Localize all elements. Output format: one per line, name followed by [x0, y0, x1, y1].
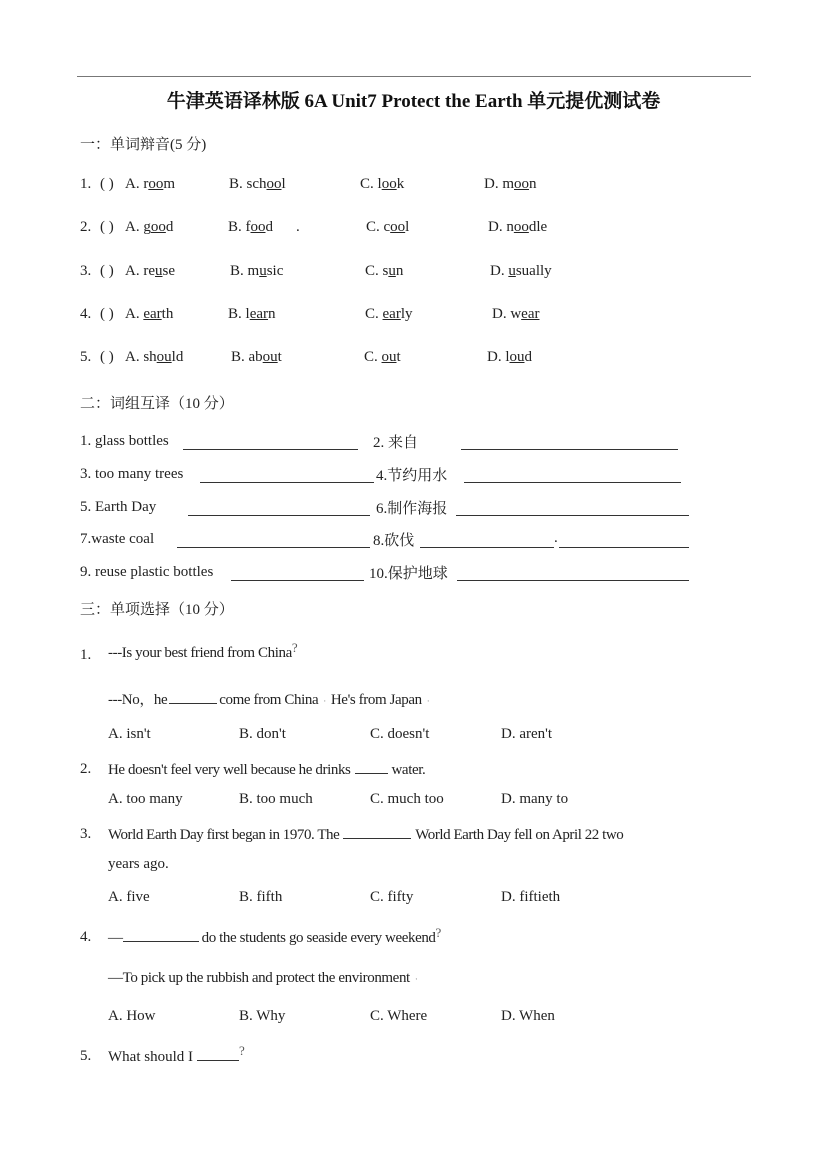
q4-option-c[interactable]: C. Where	[370, 1008, 428, 1024]
phrase-10: 10.保护地球	[369, 566, 448, 582]
answer-blank-1[interactable]	[183, 435, 358, 450]
q5-blank[interactable]	[197, 1046, 239, 1061]
q5-line1: What should I ?	[108, 1043, 245, 1065]
q1-line2: ---No，he come from China · He's from Japan ·	[108, 688, 429, 709]
q2-blank[interactable]	[355, 759, 388, 774]
s1-option-c: C. early	[365, 306, 413, 322]
phrase-7: 7.waste coal	[80, 531, 155, 547]
q2-option-b[interactable]: B. too much	[239, 791, 313, 807]
page-title: 牛津英语译林版 6A Unit7 Protect the Earth 单元提优测试卷	[166, 91, 661, 112]
s1-option-c: C. out	[364, 349, 401, 365]
answer-blank-6[interactable]	[456, 501, 689, 516]
q1-line1: ---Is your best friend from China?	[108, 640, 298, 661]
q2-option-c[interactable]: C. much too	[370, 791, 444, 807]
phrase-1: 1. glass bottles	[80, 433, 169, 449]
q4-line1: — do the students go seaside every weekend?	[108, 925, 441, 946]
phrase-6: 6.制作海报	[376, 501, 448, 517]
q1-blank[interactable]	[169, 689, 217, 704]
blank-dot: .	[554, 530, 558, 546]
s1-option-a: A. earth	[125, 306, 174, 322]
s1-row-number: 5.	[80, 349, 92, 365]
phrase-8: 8.砍伐	[373, 533, 415, 549]
q3-blank[interactable]	[343, 824, 411, 839]
q5-number: 5.	[80, 1048, 92, 1064]
s1-extra-mark: .	[296, 219, 300, 235]
s1-row-number: 2.	[80, 219, 92, 235]
q4-option-d[interactable]: D. When	[501, 1008, 555, 1024]
answer-paren[interactable]: ( )	[100, 263, 114, 279]
phrase-9: 9. reuse plastic bottles	[80, 564, 214, 580]
s1-option-a: A. room	[125, 176, 175, 192]
top-rule	[77, 76, 751, 77]
phrase-4: 4.节约用水	[376, 468, 448, 484]
section2-heading: 二：词组互译（10 分）	[80, 396, 234, 412]
q3-option-c[interactable]: C. fifty	[370, 889, 414, 905]
q4-number: 4.	[80, 929, 92, 945]
s1-option-a: A. should	[125, 349, 184, 365]
s1-option-b: B. school	[229, 176, 286, 192]
s1-option-d: D. usually	[490, 263, 552, 279]
s1-option-d: D. moon	[484, 176, 537, 192]
answer-blank-7[interactable]	[177, 533, 370, 548]
s1-option-b: B. food	[228, 219, 273, 235]
s1-option-c: C. sun	[365, 263, 404, 279]
s1-option-b: B. learn	[228, 306, 276, 322]
section1-heading: 一：单词辩音(5 分)	[80, 137, 207, 153]
q3-number: 3.	[80, 826, 92, 842]
q2-line1: He doesn't feel very well because he drinks water.	[108, 759, 425, 779]
answer-paren[interactable]: ( )	[100, 219, 114, 235]
s1-option-b: B. about	[231, 349, 282, 365]
q3-line1: World Earth Day first began in 1970. The World Earth Day fell on April 22 two	[108, 824, 623, 844]
s1-row-number: 4.	[80, 306, 92, 322]
phrase-5: 5. Earth Day	[80, 499, 157, 515]
s1-option-d: D. wear	[492, 306, 540, 322]
s1-row-number: 3.	[80, 263, 92, 279]
q4-blank[interactable]	[123, 927, 199, 942]
q3-line2: years ago.	[108, 856, 169, 872]
q4-option-a[interactable]: A. How	[108, 1008, 156, 1024]
q1-option-c[interactable]: C. doesn't	[370, 726, 430, 742]
answer-paren[interactable]: ( )	[100, 306, 114, 322]
s1-option-d: D. loud	[487, 349, 532, 365]
phrase-2: 2. 来自	[373, 435, 419, 451]
q3-option-a[interactable]: A. five	[108, 889, 150, 905]
q4-line2: —To pick up the rubbish and protect the environment ·	[108, 970, 418, 986]
s1-option-b: B. music	[230, 263, 284, 279]
q1-option-d[interactable]: D. aren't	[501, 726, 553, 742]
s1-option-c: C. cool	[366, 219, 410, 235]
answer-blank-4[interactable]	[464, 468, 681, 483]
s1-option-c: C. look	[360, 176, 405, 192]
answer-blank-8b[interactable]	[559, 533, 689, 548]
q1-option-b[interactable]: B. don't	[239, 726, 286, 742]
s1-option-a: A. reuse	[125, 263, 175, 279]
answer-paren[interactable]: ( )	[100, 176, 114, 192]
answer-blank-10[interactable]	[457, 566, 689, 581]
q1-option-a[interactable]: A. isn't	[108, 726, 151, 742]
s1-row-number: 1.	[80, 176, 92, 192]
phrase-3: 3. too many trees	[80, 466, 184, 482]
s1-option-a: A. good	[125, 219, 174, 235]
answer-blank-9[interactable]	[231, 566, 364, 581]
q4-option-b[interactable]: B. Why	[239, 1008, 286, 1024]
section3-heading: 三：单项选择（10 分）	[80, 602, 234, 618]
q1-number: 1.	[80, 647, 92, 663]
q2-option-a[interactable]: A. too many	[108, 791, 183, 807]
answer-blank-2[interactable]	[461, 435, 678, 450]
answer-paren[interactable]: ( )	[100, 349, 114, 365]
q3-option-d[interactable]: D. fiftieth	[501, 889, 561, 905]
answer-blank-3[interactable]	[200, 468, 374, 483]
s1-option-d: D. noodle	[488, 219, 548, 235]
q3-option-b[interactable]: B. fifth	[239, 889, 283, 905]
q2-option-d[interactable]: D. many to	[501, 791, 569, 807]
answer-blank-5[interactable]	[188, 501, 370, 516]
q2-number: 2.	[80, 761, 92, 777]
answer-blank-8a[interactable]	[420, 533, 554, 548]
